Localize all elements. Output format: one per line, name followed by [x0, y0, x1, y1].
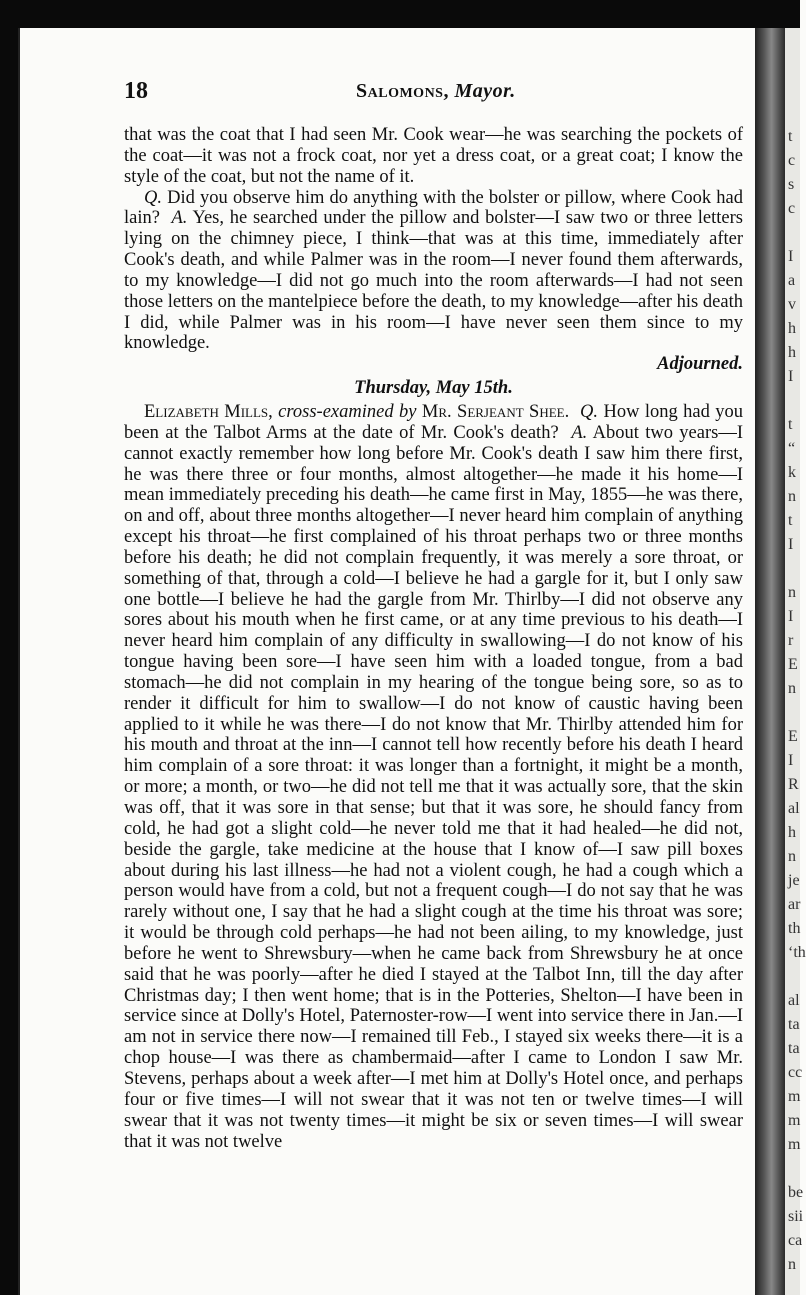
adjacent-page-fragment: ta: [788, 1016, 800, 1033]
adjacent-page-fragment: h: [788, 824, 796, 841]
adjacent-page-fragment: th: [788, 920, 801, 937]
running-head-title: Mayor.: [454, 80, 516, 102]
answer-text: About two years—I cannot exactly remember how long before Mr. Cook's death I saw him there first, he was there three or four months, almost altogether—he made it his home—I mean immediately preceding his death—he came first in May, 1855—he was there, on and off, about three months altogether—I never heard him complain of anything except his throat—he first complained of his throat perhaps two or three months before his death; he did not complain frequently, it was merely a sore throat, or something of that, through a cold—I believe he had a gargle for it, but I only saw one bottle—I believe he had the gargle from Mr. Thirlby—I did not observe any sores about his mouth when he first came, or at any time previous to his death—I never heard him complain of any difficulty in swallowing—I do not know of his tongue having been sore—I have seen him with a loaded tongue, from a bad stomach—he did not complain in my hearing of the tongue being sore, so as to render it difficult for him to swallow—I do not know of caustic having been applied to it while he was there—I do not know that Mr. Thirlby attended him for his mouth and throat at the inn—I cannot tell how recently before his death I heard him complain of a sore throat: it was longer than a fortnight, it might be a month, or more; a month, or two—he did not tell me that it was actually sore, that the skin was off, that it was sore in that sense; but that it was sore, he should fancy from cold, he had got a slight cold—he never told me that it had healed—he did not, beside the gargle, take medicine at the house that I know of—I saw pill boxes about during his last illness—he had not a violent cough, he had a cough which a person would have from a cold, but not a frequent cough—I do not say that he was rarely without one, I say that he had a slight cough at the time his throat was sore; it would be through cold perhaps—he had not been ailing, to my knowledge, just before he went to Shrewsbury—when he came back from Shrewsbury he at once said that he was poorly—after he died I stayed at the Talbot Inn, till the day after Christmas day; I then went home; that is in the Potteries, Shelton—I have been in service since at Dolly's Hotel, Paternoster-row—I went into service there in Jan.—I am not in service there now—I remained till Feb., I stayed six weeks there—it is a chop house—I was there as chambermaid—after I came to London I saw Mr. Stevens, perhaps about a week after—I met him at Dolly's Hotel once, and perhaps four or five times—I will not swear that it was not ten or twelve times—I will swear that it was not twenty times—it might be six or seven times—I will swear that it was not twelve: [124, 422, 743, 1152]
adjacent-page-edge: [785, 28, 806, 1295]
adjacent-page-fragment: t: [788, 512, 793, 529]
adjacent-page-fragment: m: [788, 1112, 801, 1129]
adjacent-page-fragment: al: [788, 800, 800, 817]
adjacent-page-fragment: s: [788, 176, 795, 193]
running-head-name: Salomons,: [356, 80, 449, 102]
date-heading: Thursday, May 15th.: [354, 378, 513, 399]
cross-examined-by: cross-examined by: [278, 401, 417, 422]
adjacent-page-fragment: t: [788, 416, 793, 433]
adjacent-page-fragment: n: [788, 1256, 796, 1273]
adjacent-page-fragment: m: [788, 1136, 801, 1153]
scan-border-left: [0, 0, 18, 1295]
adjacent-page-fragment: ta: [788, 1040, 800, 1057]
answer-text: Yes, he searched under the pillow and bolster—I saw two or three letters lying on the chimney piece, I think—that was at this time, immediately after Cook's death, and while Palmer was in the room—I never found them afterwards, to my knowledge—I did not go much into the room afterwards—I had not seen those letters on the mantelpiece before the death, to my knowledge—after his death I did, while Palmer was in his room—I have never seen them since to my knowledge.: [124, 208, 743, 354]
adjacent-page-fragment: cc: [788, 1064, 803, 1081]
adjacent-page-fragment: h: [788, 320, 796, 337]
adjacent-page-fragment: I: [788, 752, 794, 769]
adjacent-page-fragment: r: [788, 632, 794, 649]
adjacent-page-fragment: t: [788, 128, 793, 145]
adjacent-page-fragment: be: [788, 1184, 804, 1201]
adjacent-page-fragment: sii: [788, 1208, 804, 1225]
question-text: How long had you been at the Talbot Arms at the date of Mr. Cook's death?: [124, 401, 743, 443]
counsel-name: Mr. Serjeant Shee.: [421, 401, 570, 422]
adjacent-page-fragment: I: [788, 248, 794, 265]
adjacent-page-fragment: E: [788, 728, 798, 745]
a-label: A.: [171, 208, 188, 229]
adjacent-page-fragment: “: [788, 440, 796, 457]
adjacent-page-fragment: I: [788, 608, 794, 625]
adjacent-page-fragment: c: [788, 200, 796, 217]
page-number: 18: [124, 78, 148, 104]
paragraph-continuation: that was the coat that I had seen Mr. Cook wear—he was searching the pockets of the coat—it was not a frock coat, nor yet a dress coat, or a great coat; I know the style of the coat, but not the name of it.: [124, 125, 743, 187]
adjacent-page-fragment: n: [788, 848, 796, 865]
adjacent-page-fragment: je: [788, 872, 800, 889]
page-header: [124, 78, 744, 114]
adjacent-page-fragment: I: [788, 368, 794, 385]
adjacent-page-fragment: I: [788, 536, 794, 553]
paragraph-cross-examination: [124, 402, 743, 1152]
paragraph-question-bolster: [124, 188, 743, 355]
witness-name: Elizabeth Mills,: [144, 401, 273, 422]
adjacent-page-fragment: R: [788, 776, 799, 793]
scan-border-top: [0, 0, 800, 28]
adjacent-page-fragment: ‘th: [788, 944, 806, 961]
running-head: [356, 80, 516, 103]
adjacent-page-fragment: a: [788, 272, 796, 289]
adjacent-page-fragment: ar: [788, 896, 801, 913]
adjacent-page-fragment: n: [788, 488, 796, 505]
adjacent-page-fragment: n: [788, 584, 796, 601]
adjacent-page-fragment: k: [788, 464, 796, 481]
page-body: [124, 125, 743, 1152]
a-label: A.: [571, 422, 588, 443]
q-label: Q.: [144, 187, 162, 208]
adjacent-page-fragment: c: [788, 152, 796, 169]
adjacent-page-fragment: h: [788, 344, 796, 361]
question-text: Did you observe him do anything with the bolster or pillow, where Cook had lain?: [124, 187, 744, 229]
adjourned-note: Adjourned.: [657, 354, 743, 375]
adjacent-page-fragment: m: [788, 1088, 801, 1105]
q-label: Q.: [580, 401, 599, 422]
book-gutter: [755, 28, 785, 1295]
adjacent-page-fragment: v: [788, 296, 796, 313]
adjacent-page-fragment: n: [788, 680, 796, 697]
adjacent-page-fragment: al: [788, 992, 800, 1009]
adjacent-page-fragment: E: [788, 656, 798, 673]
adjacent-page-fragment: ca: [788, 1232, 803, 1249]
